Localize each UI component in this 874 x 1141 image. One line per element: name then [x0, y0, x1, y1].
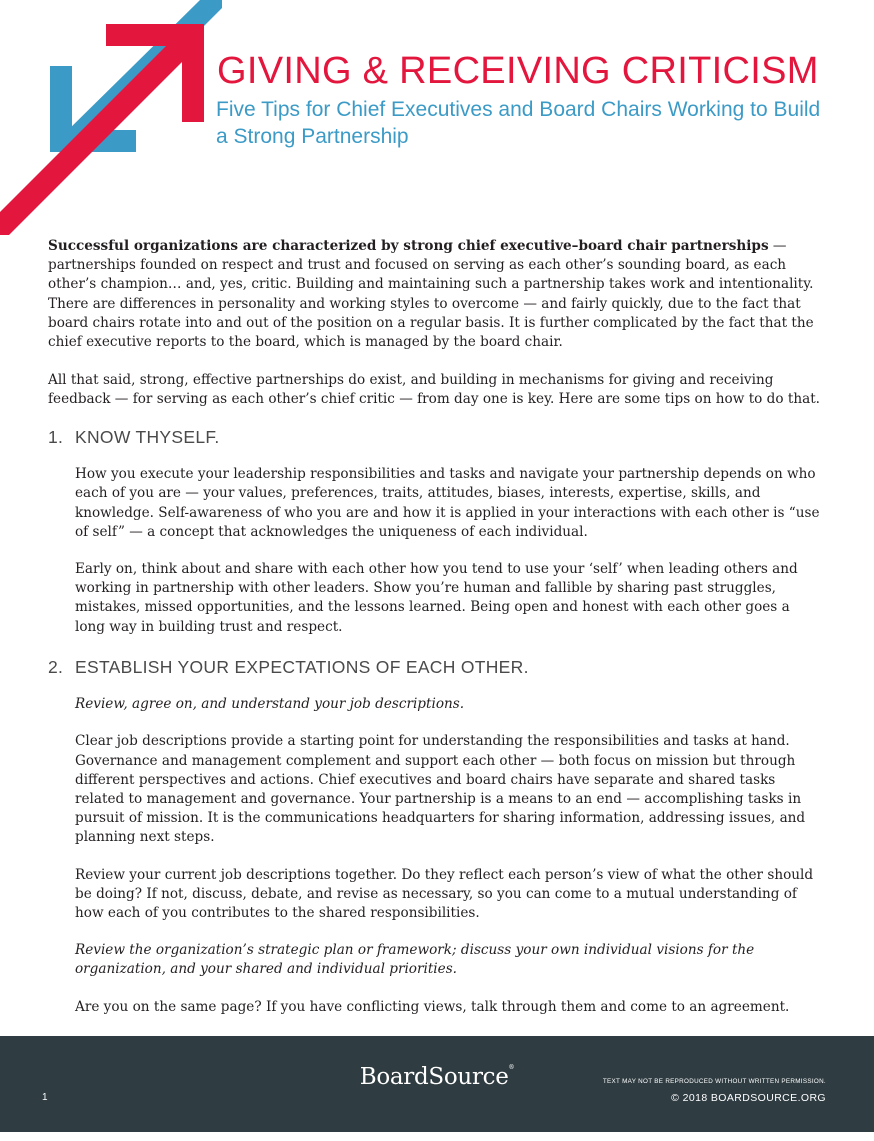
section-heading [48, 428, 823, 447]
page-number: 1 [42, 1092, 48, 1103]
section-know-thyself [48, 428, 823, 655]
section-italic-paragraph: Review the organization’s strategic plan or framework; discuss your own individual visions for the organization, and your shared and individual priorities. [75, 942, 755, 978]
section-paragraph: Are you on the same page? If you have conflicting views, talk through them and come to an agreement. [75, 998, 790, 1015]
section-content [75, 465, 823, 637]
page-footer [0, 1036, 874, 1132]
document-subtitle: Five Tips for Chief Executives and Board Chairs Working to Build a Strong Partnership [216, 98, 821, 148]
intro-paragraph-1 [48, 237, 823, 352]
copyright-text: © 2018 BOARDSOURCE.ORG [671, 1092, 826, 1104]
reproduction-notice: TEXT MAY NOT BE REPRODUCED WITHOUT WRITTEN PERMISSION. [602, 1078, 826, 1085]
section-italic-paragraph: Review, agree on, and understand your job descriptions. [75, 696, 465, 713]
section-content [75, 695, 823, 1017]
section-number: 2. [48, 657, 64, 677]
intro-lead-bold: Successful organizations are characterized by strong chief executive–board chair partnerships [48, 238, 769, 254]
crossing-arrows-icon [0, 0, 230, 235]
section-number: 1. [48, 427, 64, 447]
section-heading-text: KNOW THYSELF. [75, 427, 220, 447]
intro-section [48, 237, 823, 429]
boardsource-logo [0, 1064, 874, 1090]
section-paragraph: Review your current job descriptions together. Do they reflect each person’s view of what the other should be doing? If not, discuss, debate, and revise as necessary, so you can come to a mutual understanding of how each of you contributes to the shared responsibilities. [75, 866, 814, 922]
section-heading [48, 658, 823, 677]
bottom-margin [0, 1132, 874, 1141]
section-expectations [48, 658, 823, 1035]
intro-paragraph-2: All that said, strong, effective partnerships do exist, and building in mechanisms for giving and receiving feedback — for serving as each other’s chief critic — from day one is key. Here are some tips on how to do that. [48, 372, 820, 408]
intro-lead-rest: — partnerships founded on respect and trust and focused on serving as each other’s sounding board, as each other’s champion… and, yes, critic. Building and maintaining such a partnership takes work and intentionality. There are differences in personality and working styles to overcome — and fairly quickly, due to the fact that board chairs rotate into and out of the position on a regular basis. It is further complicated by the fact that the chief executive reports to the board, which is managed by the board chair. [48, 238, 814, 351]
section-heading-text: ESTABLISH YOUR EXPECTATIONS OF EACH OTHER. [75, 657, 529, 677]
red-arrow-shaft [0, 24, 204, 235]
registered-mark: ® [508, 1064, 515, 1071]
document-title: GIVING & RECEIVING CRITICISM [217, 50, 819, 92]
section-paragraph: Early on, think about and share with each other how you tend to use your ‘self’ when leading others and working in partnership with other leaders. Show you’re human and fallible by sharing past struggles, mistakes, missed opportunities, and the lessons learned. Being open and honest with each other goes a long way in building trust and respect. [75, 561, 798, 635]
section-paragraph: How you execute your leadership responsibilities and tasks and navigate your partnership depends on who each of you are — your values, preferences, traits, attitudes, biases, interests, expertise, skills, and knowledge. Self-awareness of who you are and how it is applied in your interactions with each other is “use of self” — a concept that acknowledges the uniqueness of each individual. [75, 466, 820, 540]
section-paragraph: Clear job descriptions provide a starting point for understanding the responsibilities and tasks at hand. Governance and management complement and support each other — both focus on mission but through different perspectives and actions. Chief executives and board chairs have separate and shared tasks related to management and governance. Your partnership is a means to an end — accomplishing tasks in pursuit of mission. It is the communications headquarters for sharing information, addressing issues, and planning next steps. [75, 733, 806, 846]
brand-name: BoardSource [359, 1064, 509, 1090]
